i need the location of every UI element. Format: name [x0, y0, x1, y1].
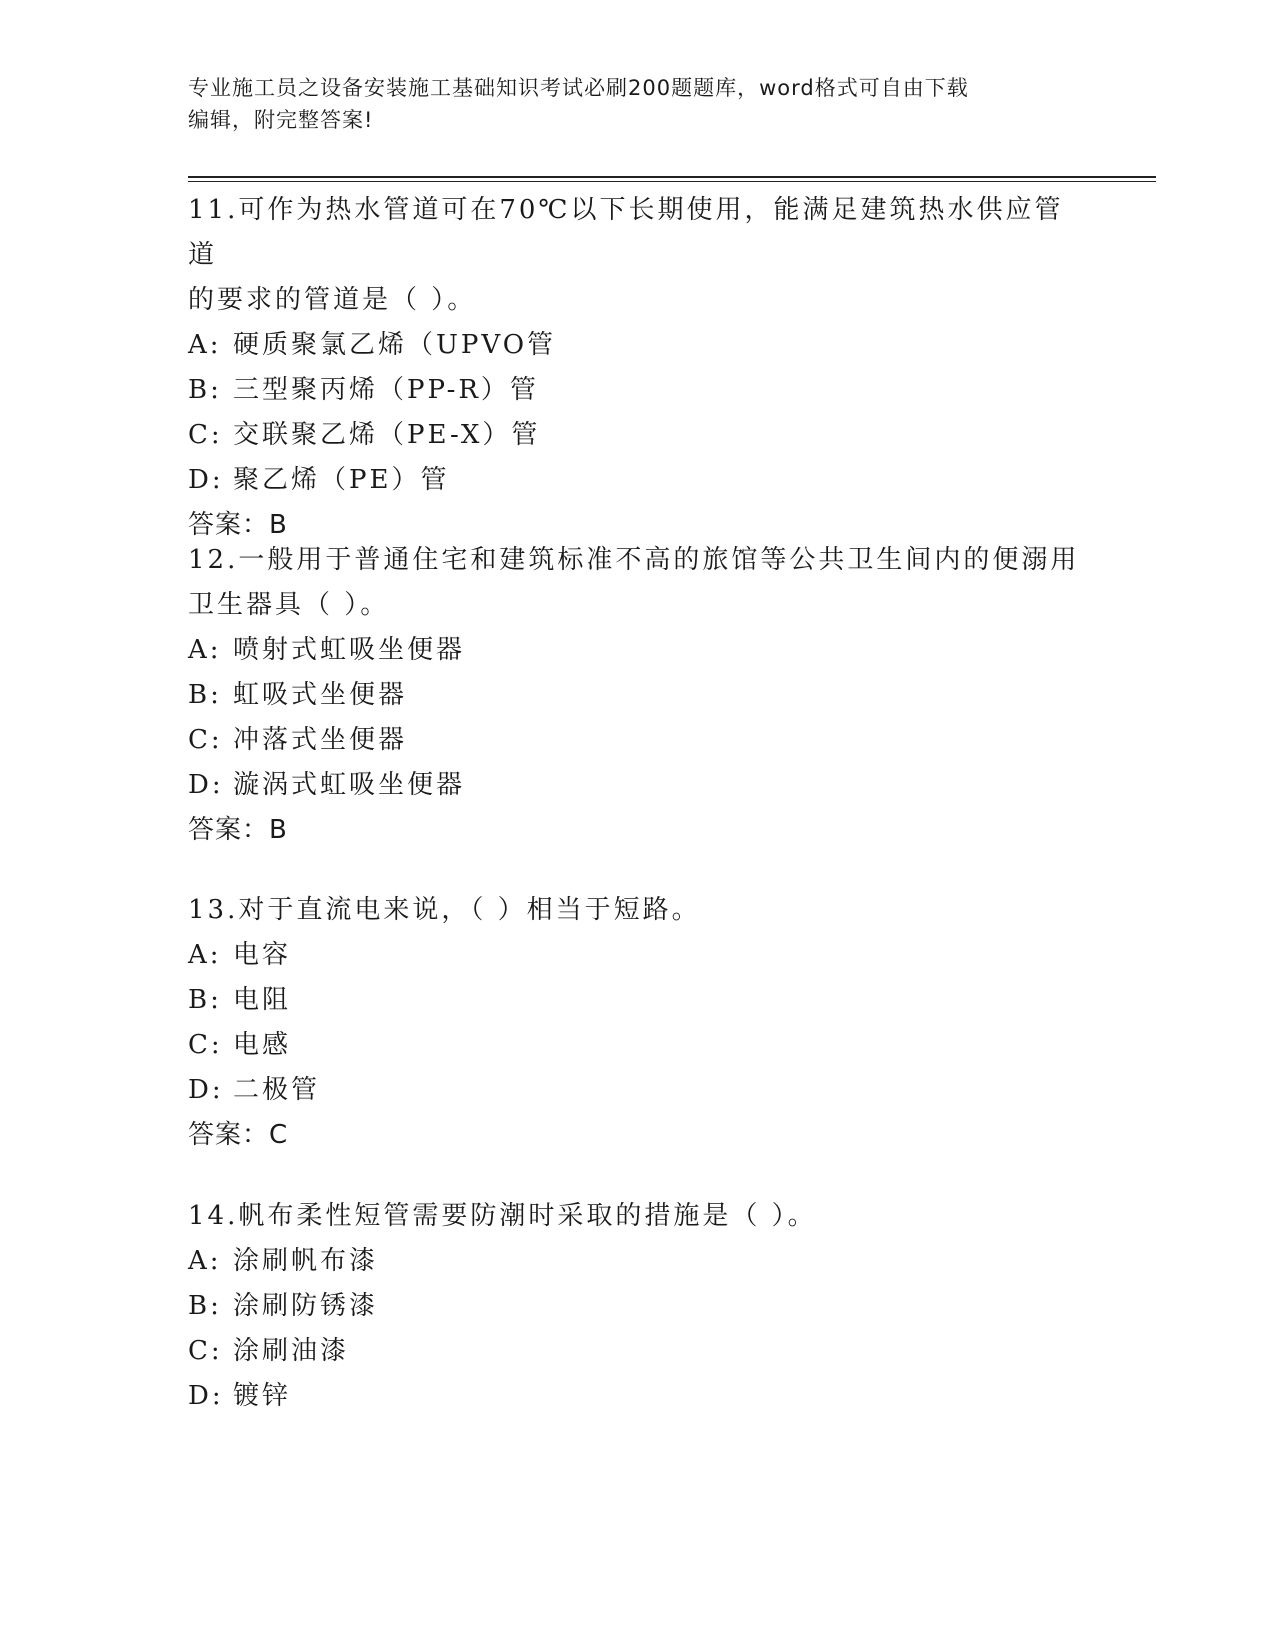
header-line-1: 专业施工员之设备安装施工基础知识考试必刷200题题库，word格式可自由下载: [188, 76, 969, 100]
option-c: [188, 413, 1088, 458]
option-text: 交联聚乙烯（PE-X）管: [233, 420, 541, 450]
option-text: 聚乙烯（PE）管: [233, 465, 450, 495]
option-b: [188, 673, 1088, 718]
option-text: 三型聚丙烯（PP-R）管: [233, 375, 539, 405]
option-text: 冲落式坐便器: [233, 725, 408, 755]
option-text: 虹吸式坐便器: [233, 680, 408, 710]
option-letter: B:: [188, 375, 222, 405]
option-b: [188, 368, 1088, 413]
question-14: [188, 1194, 1088, 1419]
answer-line: 答案：B: [188, 510, 288, 540]
option-text: 漩涡式虹吸坐便器: [233, 770, 466, 800]
option-a: [188, 628, 1088, 673]
option-b: [188, 1284, 1088, 1329]
option-a: [188, 933, 1088, 978]
option-letter: C:: [188, 1030, 223, 1060]
document-header: [188, 72, 1088, 136]
option-d: [188, 1068, 1088, 1113]
option-text: 电感: [233, 1030, 292, 1060]
option-text: 二极管: [233, 1075, 321, 1105]
option-text: 镀锌: [233, 1381, 292, 1411]
option-d: [188, 763, 1088, 808]
option-c: [188, 1023, 1088, 1068]
option-letter: A:: [188, 635, 222, 665]
question-stem-line: 11.可作为热水管道可在70℃以下长期使用，能满足建筑热水供应管道: [188, 195, 1064, 270]
option-text: 电阻: [233, 985, 292, 1015]
question-stem-line: 14.帆布柔性短管需要防潮时采取的措施是（ ）。: [188, 1201, 817, 1231]
header-divider-thin: [188, 181, 1156, 182]
question-stem-line: 的要求的管道是（ ）。: [188, 285, 477, 315]
option-a: [188, 323, 1088, 368]
question-stem-line: 卫生器具（ ）。: [188, 590, 390, 620]
option-letter: A:: [188, 940, 222, 970]
option-letter: C:: [188, 1336, 223, 1366]
option-letter: A:: [188, 330, 222, 360]
answer-line: 答案：C: [188, 1120, 289, 1150]
option-c: [188, 718, 1088, 763]
option-text: 喷射式虹吸坐便器: [233, 635, 466, 665]
option-letter: D:: [188, 465, 224, 495]
option-d: [188, 1374, 1088, 1419]
option-d: [188, 458, 1088, 503]
option-text: 硬质聚氯乙烯（UPVO管: [233, 330, 557, 360]
option-b: [188, 978, 1088, 1023]
question-stem-line: 13.对于直流电来说，（ ）相当于短路。: [188, 895, 701, 925]
option-letter: B:: [188, 985, 222, 1015]
question-13: [188, 888, 1088, 1158]
answer-line: 答案：B: [188, 815, 288, 845]
question-11: [188, 188, 1088, 548]
option-text: 涂刷帆布漆: [233, 1246, 379, 1276]
option-letter: B:: [188, 1291, 222, 1321]
option-letter: C:: [188, 420, 223, 450]
option-letter: A:: [188, 1246, 222, 1276]
question-stem-line: 12.一般用于普通住宅和建筑标准不高的旅馆等公共卫生间内的便溺用: [188, 545, 1080, 575]
option-a: [188, 1239, 1088, 1284]
option-text: 涂刷防锈漆: [233, 1291, 379, 1321]
option-text: 涂刷油漆: [233, 1336, 350, 1366]
option-letter: C:: [188, 725, 223, 755]
header-line-2: 编辑，附完整答案!: [188, 108, 374, 132]
option-letter: B:: [188, 680, 222, 710]
option-letter: D:: [188, 1075, 224, 1105]
option-letter: D:: [188, 1381, 224, 1411]
question-12: [188, 538, 1088, 853]
option-text: 电容: [233, 940, 292, 970]
option-letter: D:: [188, 770, 224, 800]
option-c: [188, 1329, 1088, 1374]
header-divider-thick: [188, 176, 1156, 178]
